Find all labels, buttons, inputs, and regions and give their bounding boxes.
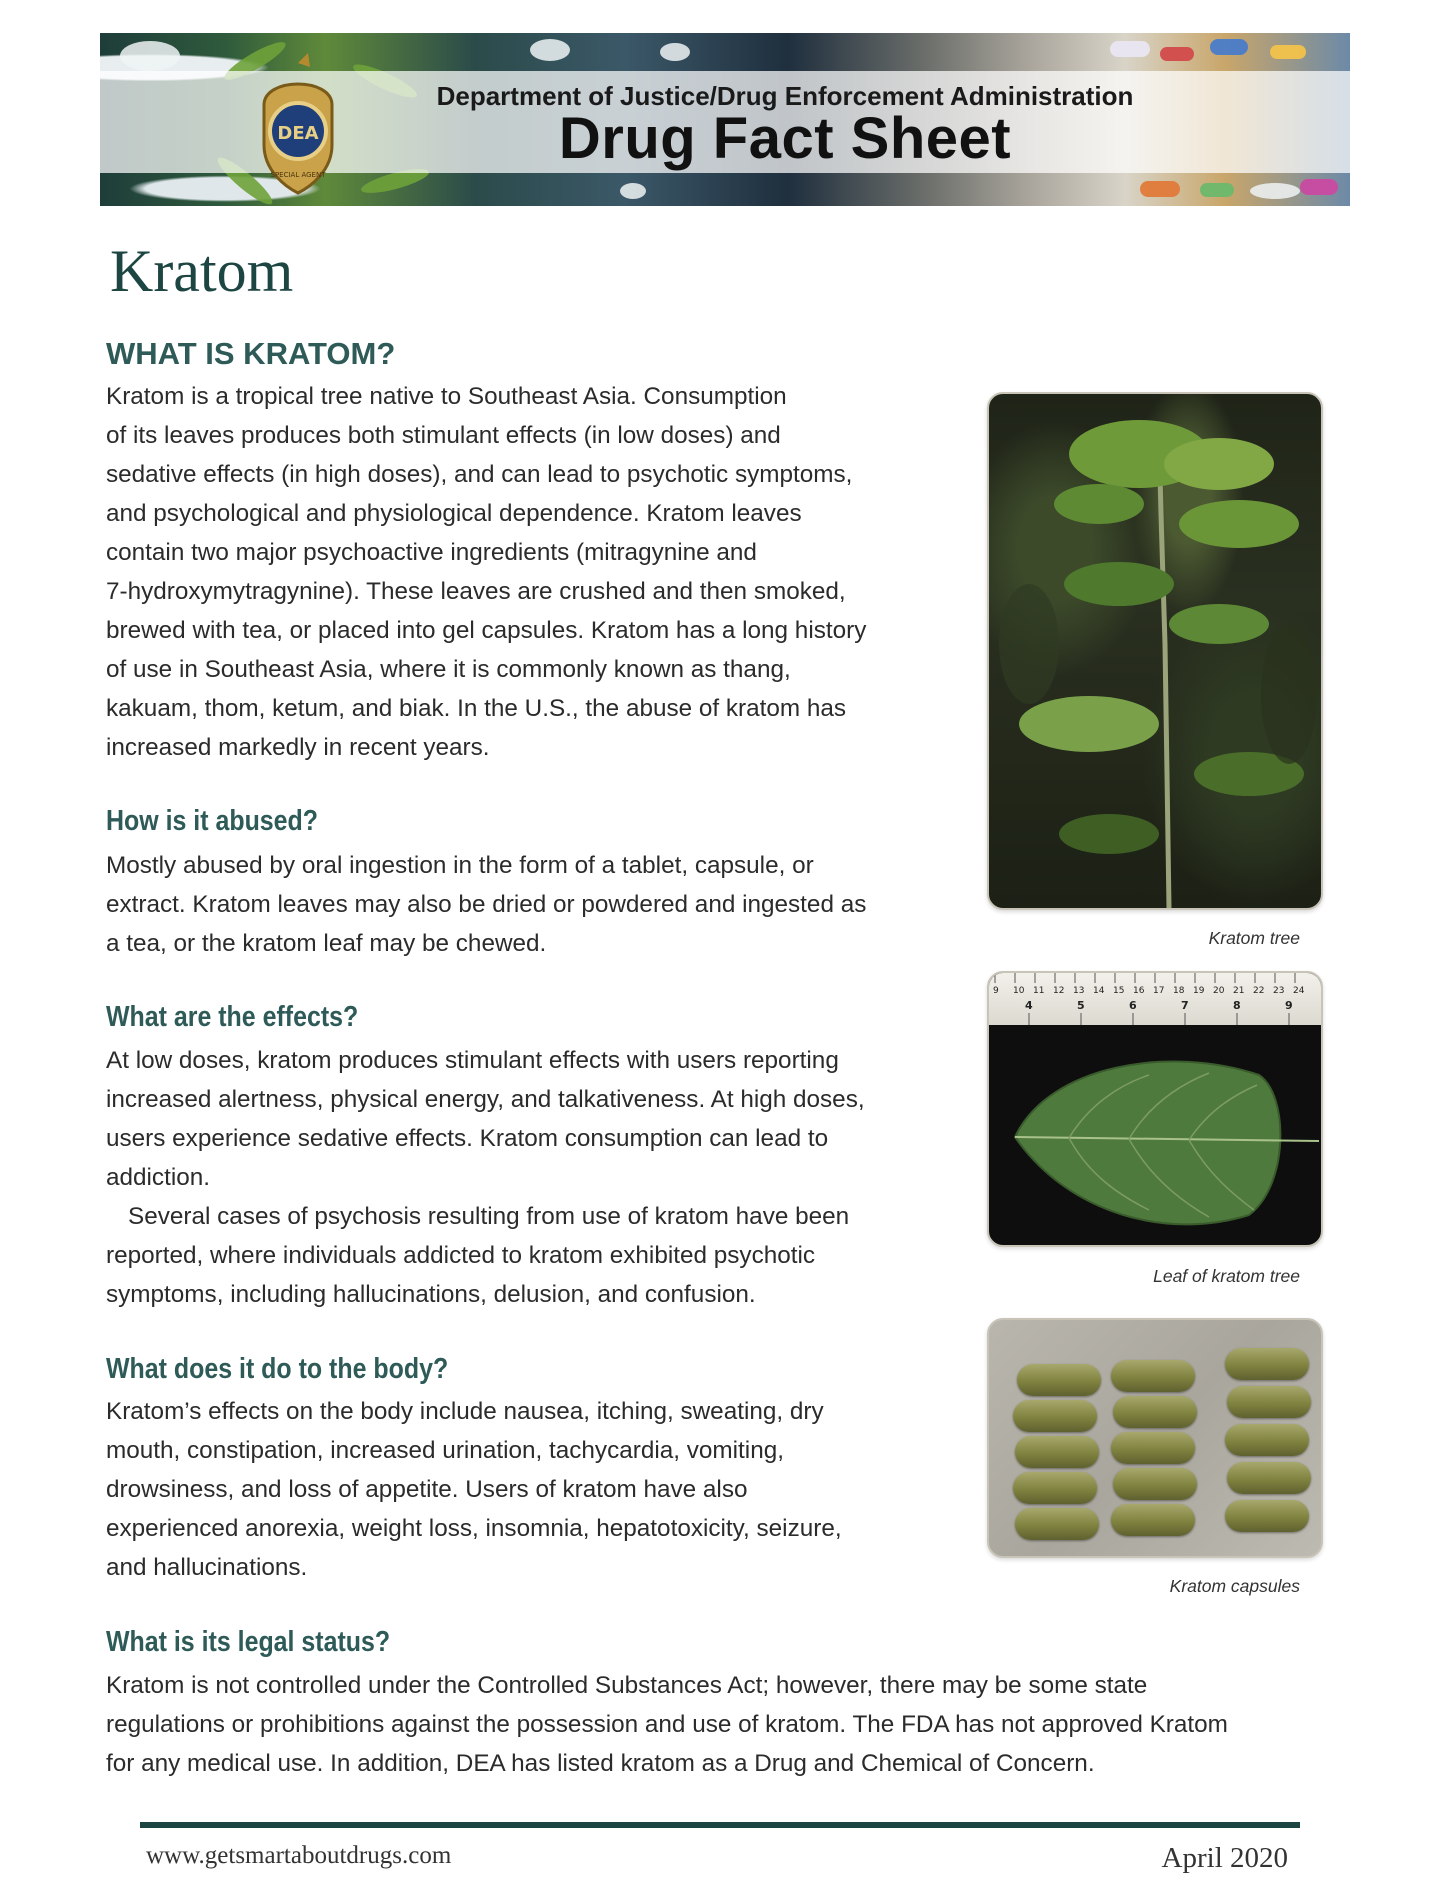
text-line: mouth, constipation, increased urination, tachycardia, vomiting, <box>106 1437 784 1464</box>
text-line: Kratom’s effects on the body include nausea, itching, sweating, dry <box>106 1398 824 1425</box>
capsule-icon <box>1113 1396 1197 1428</box>
pill-decor <box>1300 179 1338 195</box>
ruler-label: 6 <box>1129 999 1137 1012</box>
text-line: sedative effects (in high doses), and can lead to psychotic symptoms, <box>106 461 853 488</box>
text-line: contain two major psychoactive ingredients (mitragynine and <box>106 539 757 566</box>
heading-how-abused: How is it abused? <box>106 805 319 837</box>
text-line: for any medical use. In addition, DEA has listed kratom as a Drug and Chemical of Concern. <box>106 1750 1095 1777</box>
capsule-icon <box>1111 1360 1195 1392</box>
ruler-label: 5 <box>1077 999 1085 1012</box>
caption-kratom-capsules: Kratom capsules <box>1169 1576 1300 1596</box>
ruler-label: 14 <box>1093 986 1105 996</box>
ruler-label: 11 <box>1033 986 1045 996</box>
ruler-label: 20 <box>1213 986 1225 996</box>
text-line: increased markedly in recent years. <box>106 734 490 761</box>
capsule-icon <box>1013 1472 1097 1504</box>
ruler-label: 17 <box>1153 986 1165 996</box>
ruler-label: 21 <box>1233 986 1245 996</box>
heading-legal-status: What is its legal status? <box>106 1626 391 1658</box>
footer-divider <box>140 1822 1300 1828</box>
footer-website: www.getsmartaboutdrugs.com <box>146 1842 452 1869</box>
banner-decor <box>120 41 180 71</box>
text-line: and hallucinations. <box>106 1554 308 1581</box>
badge-text: DEA <box>277 123 319 144</box>
ruler-label: 19 <box>1193 986 1205 996</box>
text-line: kakuam, thom, ketum, and biak. In the U.S., the abuse of kratom has <box>106 695 847 722</box>
capsule-icon <box>1225 1424 1309 1456</box>
agency-name: Department of Justice/Drug Enforcement Administration <box>436 81 1134 111</box>
ruler <box>989 973 1321 1025</box>
kratom-capsules-photo <box>987 1318 1323 1558</box>
ruler-label: 12 <box>1053 986 1065 996</box>
capsule-icon <box>1111 1504 1195 1536</box>
header-banner <box>100 33 1350 206</box>
text-line: brewed with tea, or placed into gel capsules. Kratom has a long history <box>106 617 867 644</box>
capsule-icon <box>1225 1500 1309 1532</box>
text-line: Several cases of psychosis resulting from use of kratom have been <box>128 1203 850 1230</box>
ruler-label: 22 <box>1253 986 1265 996</box>
text-line: addiction. <box>106 1164 211 1191</box>
banner-decor <box>660 43 690 61</box>
ruler-label: 13 <box>1073 986 1085 996</box>
heading-body: What does it do to the body? <box>106 1353 449 1385</box>
capsule-icon <box>1015 1436 1099 1468</box>
page-title: Kratom <box>110 238 294 304</box>
paragraph-effects <box>106 1041 865 1314</box>
ruler-label: 16 <box>1133 986 1145 996</box>
paragraph-how-abused <box>106 846 866 963</box>
text-line: Kratom is not controlled under the Controlled Substances Act; however, there may be some state <box>106 1672 1148 1699</box>
ruler-label: 18 <box>1173 986 1185 996</box>
pill-decor <box>1140 181 1180 197</box>
ruler-label: 15 <box>1113 986 1125 996</box>
text-line: of its leaves produces both stimulant effects (in low doses) and <box>106 422 781 449</box>
capsule-icon <box>1227 1386 1311 1418</box>
capsule-icon <box>1015 1508 1099 1540</box>
capsule-icon <box>1017 1364 1101 1396</box>
capsule-icon <box>1225 1348 1309 1380</box>
ruler-label: 9 <box>993 986 999 996</box>
ruler-label: 24 <box>1293 986 1305 996</box>
heading-effects: What are the effects? <box>106 1001 359 1033</box>
text-line: reported, where individuals addicted to kratom exhibited psychotic <box>106 1242 816 1269</box>
capsule-icon <box>1113 1468 1197 1500</box>
banner-decor <box>1250 183 1300 199</box>
pill-decor <box>1200 183 1234 197</box>
ruler-label: 8 <box>1233 999 1241 1012</box>
paragraph-legal-status <box>106 1666 1228 1783</box>
paragraph-body <box>106 1392 842 1587</box>
text-line: At low doses, kratom produces stimulant effects with users reporting <box>106 1047 839 1074</box>
text-line: increased alertness, physical energy, and talkativeness. At high doses, <box>106 1086 865 1113</box>
text-line: Kratom is a tropical tree native to Southeast Asia. Consumption <box>106 383 787 410</box>
kratom-leaf-photo <box>987 971 1323 1247</box>
text-line: experienced anorexia, weight loss, insomnia, hepatotoxicity, seizure, <box>106 1515 842 1542</box>
text-line: 7-hydroxymytragynine). These leaves are crushed and then smoked, <box>106 578 846 605</box>
text-line: symptoms, including hallucinations, delusion, and confusion. <box>106 1281 756 1308</box>
banner-decor <box>530 39 570 61</box>
caption-kratom-tree: Kratom tree <box>1208 928 1300 948</box>
banner-decor <box>620 183 646 199</box>
pill-decor <box>1270 45 1306 59</box>
ruler-ticks-icon <box>989 973 1321 1025</box>
pill-decor <box>1160 47 1194 61</box>
capsule-icon <box>1227 1462 1311 1494</box>
text-line: users experience sedative effects. Kratom consumption can lead to <box>106 1125 829 1152</box>
pill-decor <box>1110 41 1150 57</box>
ruler-label: 10 <box>1013 986 1025 996</box>
ruler-label: 7 <box>1181 999 1189 1012</box>
text-line: a tea, or the kratom leaf may be chewed. <box>106 930 547 957</box>
fact-sheet-title: Drug Fact Sheet <box>558 106 1012 171</box>
caption-kratom-leaf: Leaf of kratom tree <box>1153 1266 1300 1286</box>
capsule-icon <box>1013 1400 1097 1432</box>
heading-what-is-kratom: WHAT IS KRATOM? <box>106 336 396 371</box>
capsule-icon <box>1111 1432 1195 1464</box>
text-line: of use in Southeast Asia, where it is commonly known as thang, <box>106 656 791 683</box>
ruler-label: 4 <box>1025 999 1033 1012</box>
paragraph-what-is-kratom <box>106 377 866 767</box>
ruler-label: 23 <box>1273 986 1285 996</box>
text-line: drowsiness, and loss of appetite. Users of kratom have also <box>106 1476 748 1503</box>
footer-date: April 2020 <box>1161 1842 1288 1874</box>
leaf-icon <box>989 1025 1321 1245</box>
text-line: and psychological and physiological dependence. Kratom leaves <box>106 500 802 527</box>
text-line: extract. Kratom leaves may also be dried or powdered and ingested as <box>106 891 867 918</box>
text-line: regulations or prohibitions against the possession and use of kratom. The FDA has not approved Kratom <box>106 1711 1228 1738</box>
badge-subtext: SPECIAL AGENT <box>270 171 326 179</box>
pill-decor <box>1210 39 1248 55</box>
kratom-tree-photo <box>987 392 1323 910</box>
kratom-tree-illustration <box>989 394 1321 908</box>
ruler-label: 9 <box>1285 999 1293 1012</box>
text-line: Mostly abused by oral ingestion in the form of a tablet, capsule, or <box>106 852 814 879</box>
